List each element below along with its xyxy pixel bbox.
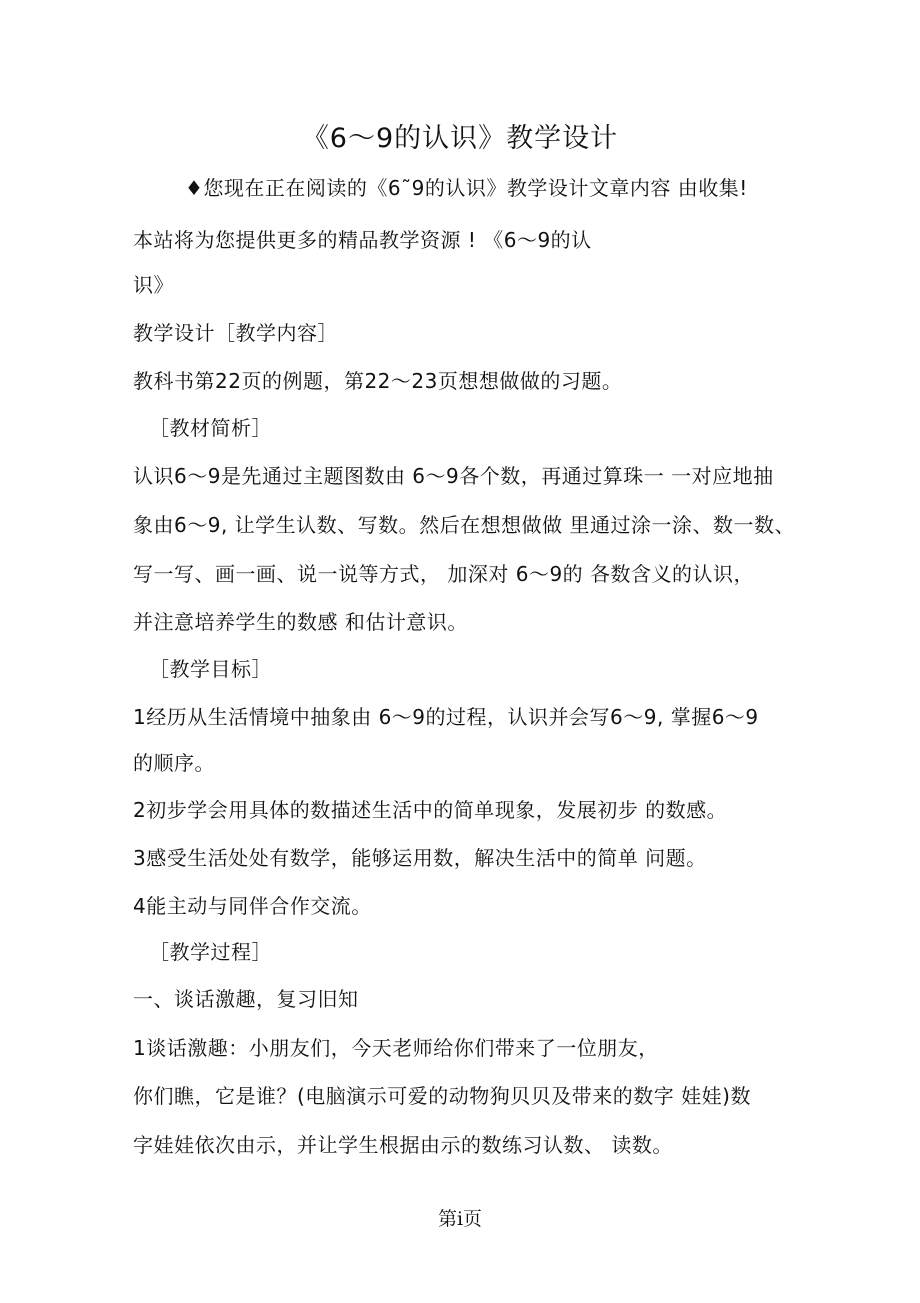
paragraph-line: 写一写、画一画、说一说等方式， 加深对 6～9的 各数含义的认识， [133, 562, 755, 586]
paragraph-line: 教科书第22页的例题，第22～23页想想做做的习题。 [133, 369, 623, 393]
paragraph-line: 并注意培养学生的数感 和估计意识。 [133, 610, 468, 634]
paragraph-line: 象由6～9, 让学生认数、写数。然后在想想做做 里通过涂一涂、数一数、 [133, 513, 796, 537]
list-item: 3感受生活处处有数学，能够运用数，解决生活中的简单 问题。 [133, 846, 707, 870]
paragraph-line: 你们瞧，它是谁？(电脑演示可爱的动物狗贝贝及带来的数字 娃娃)数 [133, 1084, 751, 1108]
list-item: 的顺序。 [133, 751, 215, 775]
subsection-heading: 一、谈话激趣，复习旧知 [133, 987, 359, 1011]
intro-line: ♦您现在正在阅读的《6˜9的认识》教学设计文章内容 由收集! [185, 176, 748, 200]
paragraph-line: 认识6～9是先通过主题图数由 6～9各个数，再通过算珠一 一对应地抽 [133, 464, 774, 488]
intro-line: 本站将为您提供更多的精品教学资源 ! 《6～9的认 [133, 228, 592, 252]
list-item: 4能主动与同伴合作交流。 [133, 894, 372, 918]
paragraph-line: 1谈话激趣：小朋友们，今天老师给你们带来了一位朋友， [133, 1036, 659, 1060]
section-heading: ［教学目标］ [149, 657, 272, 681]
list-item: 2初步学会用具体的数描述生活中的简单现象，发展初步 的数感。 [133, 798, 728, 822]
section-heading: 教学设计［教学内容］ [133, 321, 338, 345]
intro-line: 识》 [133, 273, 174, 297]
list-item: 1经历从生活情境中抽象由 6～9的过程，认识并会写6～9, 掌握6～9 [133, 705, 759, 729]
section-heading: ［教学过程］ [149, 940, 272, 964]
section-heading: ［教材简析］ [149, 416, 272, 440]
page-number: 第i页 [437, 1208, 483, 1230]
document-title: 《6～9的认识》教学设计 [301, 123, 619, 154]
paragraph-line: 字娃娃依次由示，并让学生根据由示的数练习认数、 读数。 [133, 1133, 673, 1157]
